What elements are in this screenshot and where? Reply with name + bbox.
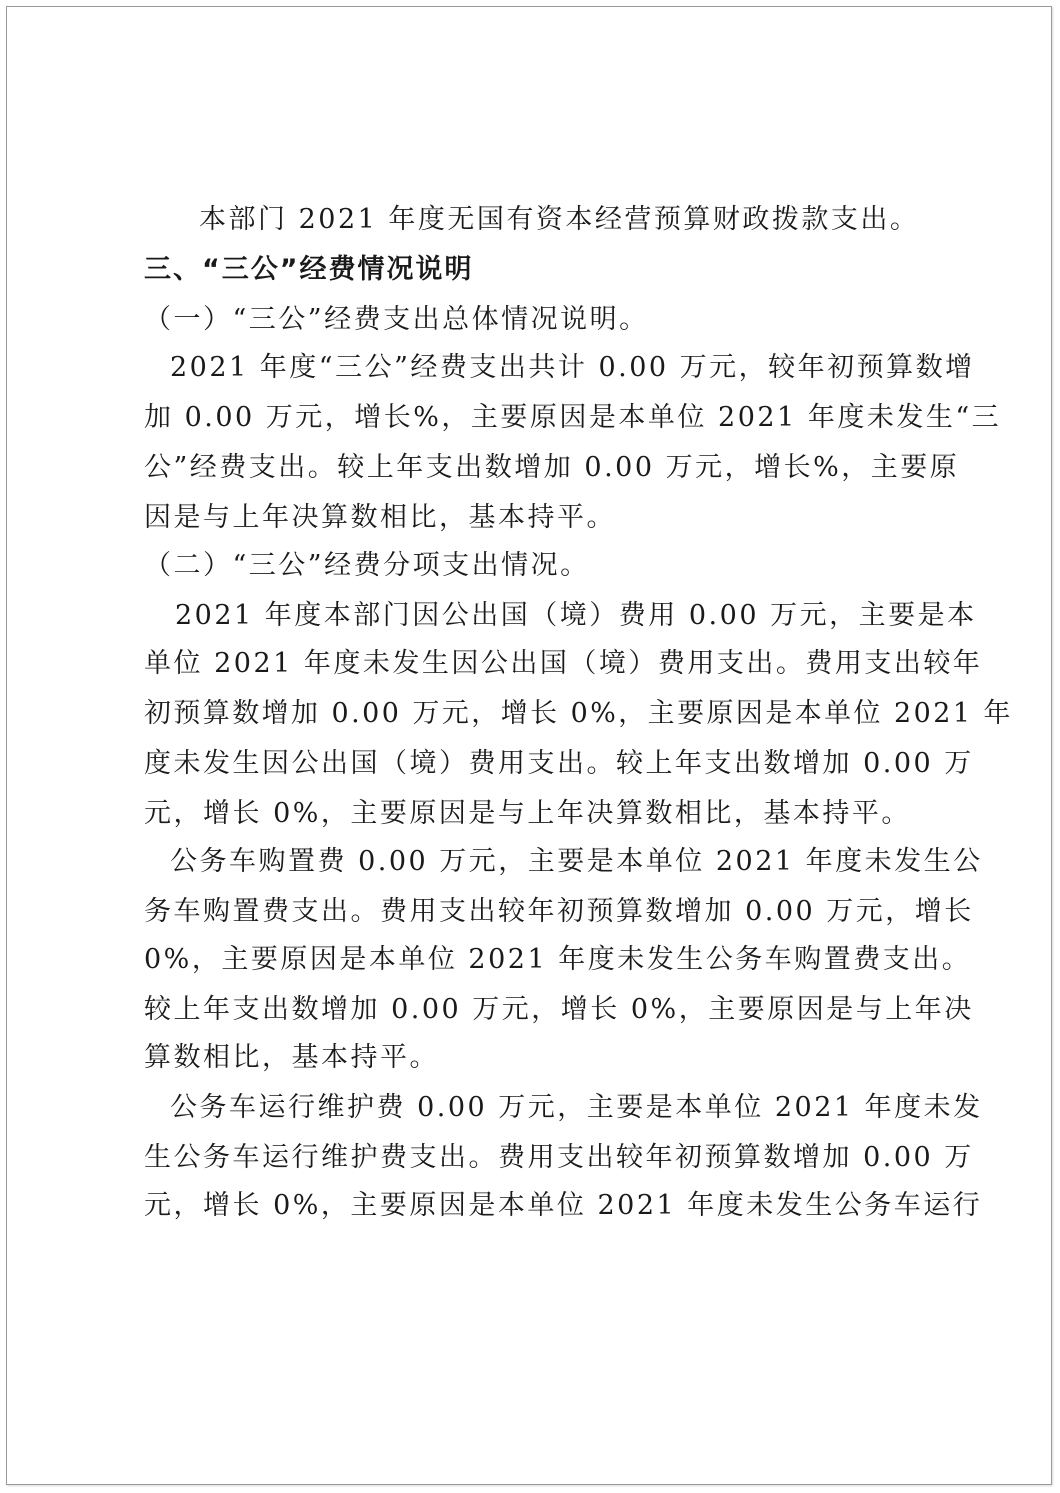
paragraph-line: 公务车运行维护费 0.00 万元，主要是本单位 2021 年度未发: [170, 1092, 983, 1123]
paragraph-line: 元，增长 0%，主要原因是与上年决算数相比，基本持平。: [144, 798, 911, 829]
document-page: [6, 6, 1052, 1485]
paragraph-line: 元，增长 0%，主要原因是本单位 2021 年度未发生公务车运行: [144, 1190, 983, 1221]
paragraph-line: 公务车购置费 0.00 万元，主要是本单位 2021 年度未发生公: [170, 846, 983, 877]
paragraph-line: 算数相比，基本持平。: [144, 1042, 439, 1073]
paragraph-line: 度未发生因公出国（境）费用支出。较上年支出数增加 0.00 万: [144, 748, 974, 779]
section-heading: 三、“三公”经费情况说明: [144, 254, 474, 285]
paragraph-line: 单位 2021 年度未发生因公出国（境）费用支出。费用支出较年: [144, 648, 983, 679]
paragraph-line: 务车购置费支出。费用支出较年初预算数增加 0.00 万元，增长: [144, 896, 974, 927]
subsection-heading: （一）“三公”经费支出总体情况说明。: [144, 304, 649, 335]
paragraph-line: 0%，主要原因是本单位 2021 年度未发生公务车购置费支出。: [144, 944, 972, 975]
paragraph-line: 本部门 2021 年度无国有资本经营预算财政拨款支出。: [199, 204, 920, 235]
paragraph-line: 加 0.00 万元，增长%，主要原因是本单位 2021 年度未发生“三: [144, 402, 1002, 433]
paragraph-line: 2021 年度本部门因公出国（境）费用 0.00 万元，主要是本: [175, 600, 977, 631]
subsection-heading: （二）“三公”经费分项支出情况。: [144, 550, 590, 581]
paragraph-line: 公”经费支出。较上年支出数增加 0.00 万元，增长%，主要原: [144, 452, 960, 483]
paragraph-line: 2021 年度“三公”经费支出共计 0.00 万元，较年初预算数增: [170, 352, 975, 383]
paragraph-line: 生公务车运行维护费支出。费用支出较年初预算数增加 0.00 万: [144, 1142, 974, 1173]
paragraph-line: 初预算数增加 0.00 万元，增长 0%，主要原因是本单位 2021 年: [144, 698, 1013, 729]
paragraph-line: 较上年支出数增加 0.00 万元，增长 0%，主要原因是与上年决: [144, 994, 974, 1025]
paragraph-line: 因是与上年决算数相比，基本持平。: [144, 502, 616, 533]
